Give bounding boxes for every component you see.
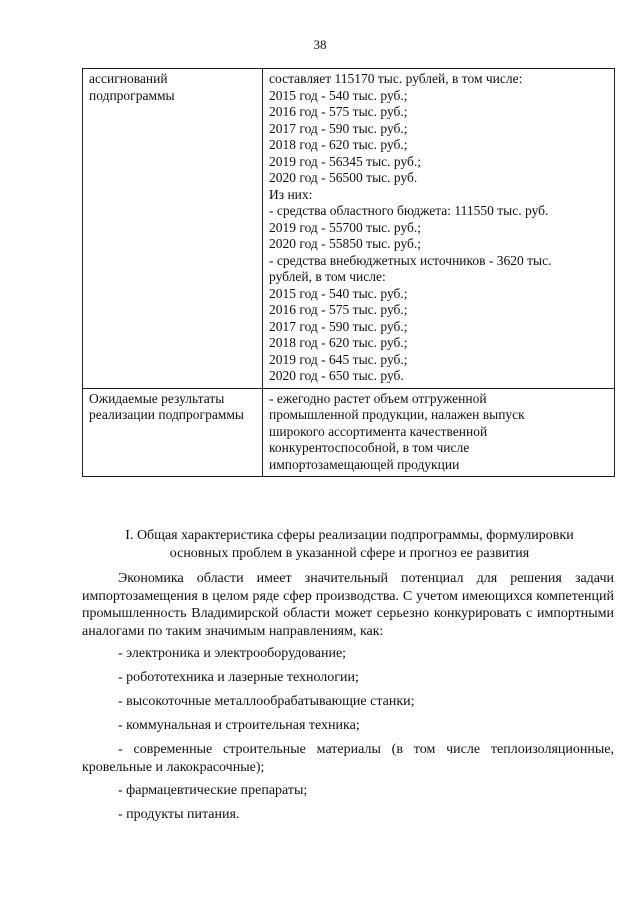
cell-line: - ежегодно растет объем отгруженной xyxy=(269,390,487,406)
cell-line: 2019 год - 645 тыс. руб.; xyxy=(269,351,408,367)
row-label-results xyxy=(83,388,263,477)
cell-line: 2018 год - 620 тыс. руб.; xyxy=(269,335,408,350)
list-item: - фармацевтические препараты; xyxy=(118,783,308,798)
intro-paragraph: Экономика области имеет значительный потенциал для решения задачи импортозамещения в целом ряде сфер производства. С учетом имеющихся компетенций промышленность Владимирской области может серьезно конкурировать с импортными аналогами по таким значимым направлениям, как: xyxy=(82,571,614,639)
list-item: - современные строительные материалы (в том числе теплоизоляционные, кровельные и лакокрасочные); xyxy=(82,742,614,775)
cell-line: 2017 год - 590 тыс. руб.; xyxy=(269,318,408,334)
cell-line: 2016 год - 575 тыс. руб.; xyxy=(269,302,408,317)
list-item: - робототехника и лазерные технологии; xyxy=(118,670,359,685)
cell-line: ассигнований xyxy=(89,71,168,86)
cell-line: 2018 год - 620 тыс. руб.; xyxy=(269,137,408,152)
cell-line: - средства внебюджетных источников - 3620 тыс. xyxy=(269,252,552,268)
cell-line: 2016 год - 575 тыс. руб.; xyxy=(269,104,408,119)
cell-line: Ожидаемые результаты xyxy=(89,390,225,406)
cell-line: 2019 год - 55700 тыс. руб.; xyxy=(269,219,422,235)
cell-line: 2017 год - 590 тыс. руб.; xyxy=(269,120,408,136)
cell-line: подпрограммы xyxy=(89,87,175,103)
row-value-funding xyxy=(263,69,615,389)
table-row xyxy=(83,388,615,477)
section-heading xyxy=(82,527,617,563)
cell-line: рублей, в том числе: xyxy=(269,269,386,284)
cell-line: Из них: xyxy=(269,186,313,202)
cell-line: 2020 год - 650 тыс. руб. xyxy=(269,368,404,383)
cell-line: конкурентоспособной, в том числе xyxy=(269,440,470,455)
cell-line: промышленной продукции, налажен выпуск xyxy=(269,407,525,422)
cell-line: импортозамещающей продукции xyxy=(269,456,460,472)
cell-line: 2015 год - 540 тыс. руб.; xyxy=(269,285,408,301)
cell-line: широкого ассортимента качественной xyxy=(269,423,488,439)
intro-paragraph-block xyxy=(82,570,614,640)
row-value-results xyxy=(263,388,615,477)
cell-line: реализации подпрограммы xyxy=(89,407,244,422)
section-heading-line: I. Общая характеристика сферы реализации подпрограммы, формулировки xyxy=(125,528,574,543)
cell-line: 2015 год - 540 тыс. руб.; xyxy=(269,87,408,103)
list-item: - коммунальная и строительная техника; xyxy=(118,718,360,733)
row-label-funding xyxy=(83,69,263,389)
list-item: - электроника и электрооборудование; xyxy=(118,646,347,661)
cell-line: составляет 115170 тыс. рублей, в том числе: xyxy=(269,71,523,86)
cell-line: 2020 год - 55850 тыс. руб.; xyxy=(269,236,422,251)
cell-line: 2019 год - 56345 тыс. руб.; xyxy=(269,153,422,169)
table-row xyxy=(83,69,615,389)
program-passport-table xyxy=(82,68,615,477)
cell-line: 2020 год - 56500 тыс. руб. xyxy=(269,170,418,185)
list-item: - продукты питания. xyxy=(118,807,240,822)
list-item: - высокоточные металлообрабатывающие станки; xyxy=(118,694,415,709)
page-number: 38 xyxy=(313,37,327,52)
cell-line: - средства областного бюджета: 111550 тыс. руб. xyxy=(269,203,549,218)
section-heading-line: основных проблем в указанной сфере и прогноз ее развития xyxy=(169,546,530,561)
